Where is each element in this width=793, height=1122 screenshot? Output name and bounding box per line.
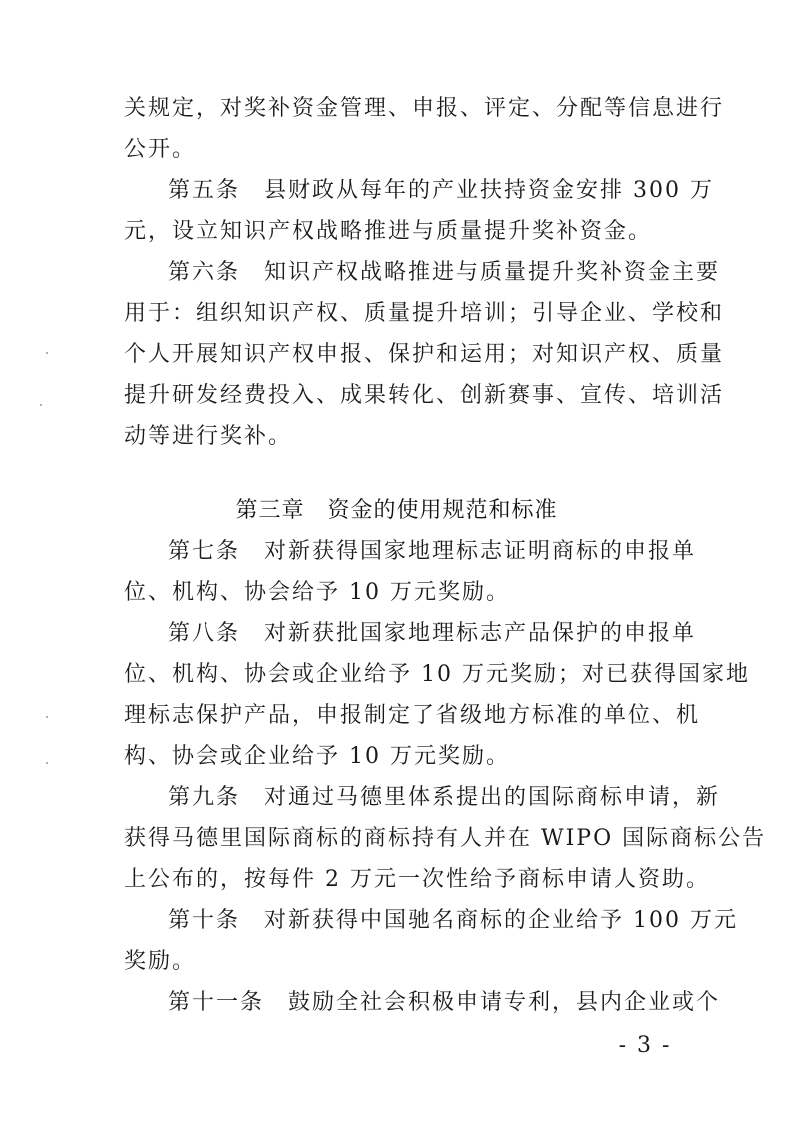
article-6-line: 动等进行奖补。 <box>124 424 293 449</box>
scan-speck <box>46 716 48 718</box>
article-6-line: 个人开展知识产权申报、保护和运用；对知识产权、质量 <box>124 342 725 367</box>
scan-speck <box>40 404 42 406</box>
chapter-heading: 第三章 资金的使用规范和标准 <box>235 498 558 523</box>
article-6-line: 用于：组织知识产权、质量提升培训；引导企业、学校和 <box>124 301 725 326</box>
scan-speck <box>46 352 48 354</box>
article-6-line: 提升研发经费投入、成果转化、创新赛事、宣传、培训活 <box>124 383 725 408</box>
article-10-line: 奖励。 <box>124 949 197 974</box>
article-5-line: 元，设立知识产权战略推进与质量提升奖补资金。 <box>124 219 653 244</box>
article-9-line: 获得马德里国际商标的商标持有人并在 WIPO 国际商标公告 <box>124 826 767 851</box>
page-number: - 3 - <box>618 1033 672 1058</box>
article-9-line: 上公布的，按每件 2 万元一次性给予商标申请人资助。 <box>124 867 710 892</box>
article-5-line: 第五条 县财政从每年的产业扶持资金安排 300 万 <box>168 178 714 203</box>
article-9-line: 第九条 对通过马德里体系提出的国际商标申请，新 <box>168 785 721 810</box>
paragraph-line: 公开。 <box>124 137 197 162</box>
article-7-line: 位、机构、协会给予 10 万元奖励。 <box>124 580 510 605</box>
article-11-line: 第十一条 鼓励全社会积极申请专利，县内企业或个 <box>168 990 721 1015</box>
article-8-line: 构、协会或企业给予 10 万元奖励。 <box>124 744 510 769</box>
article-8-line: 第八条 对新获批国家地理标志产品保护的申报单 <box>168 621 697 646</box>
paragraph-line: 关规定，对奖补资金管理、申报、评定、分配等信息进行 <box>124 96 725 121</box>
scan-speck <box>46 762 48 764</box>
article-8-line: 位、机构、协会或企业给予 10 万元奖励；对已获得国家地 <box>124 662 750 687</box>
article-8-line: 理标志保护产品，申报制定了省级地方标准的单位、机 <box>124 703 701 728</box>
article-10-line: 第十条 对新获得中国驰名商标的企业给予 100 万元 <box>168 908 738 933</box>
article-7-line: 第七条 对新获得国家地理标志证明商标的申报单 <box>168 539 697 564</box>
article-6-line: 第六条 知识产权战略推进与质量提升奖补资金主要 <box>168 260 721 285</box>
